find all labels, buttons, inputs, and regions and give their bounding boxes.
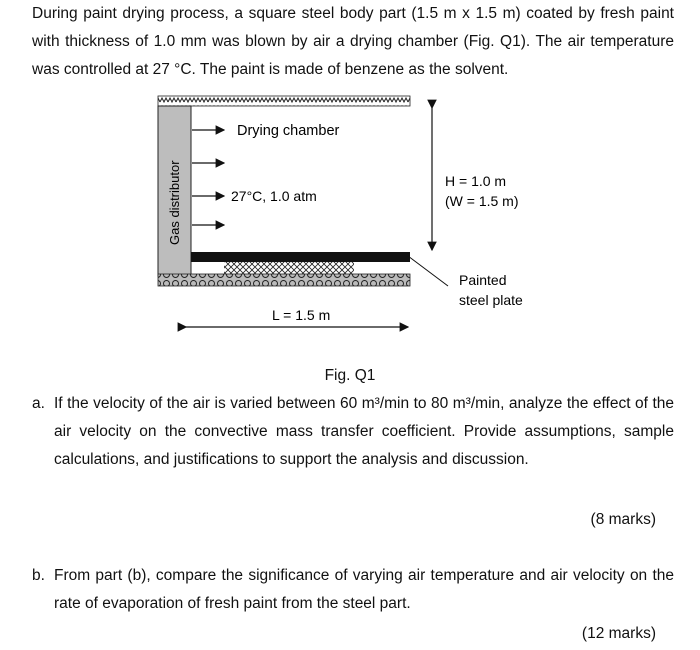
paint-layer [224, 262, 354, 274]
length-label: L = 1.5 m [272, 307, 331, 323]
question-b-label: b. [32, 567, 45, 584]
question-a-marks: (8 marks) [590, 511, 656, 528]
width-label: (W = 1.5 m) [445, 193, 519, 209]
chamber-floor [158, 274, 410, 286]
question-a [32, 390, 674, 474]
plate-pointer-line [408, 256, 448, 286]
height-label: H = 1.0 m [445, 173, 507, 189]
question-a-text: If the velocity of the air is varied between 60 m³/min to 80 m³/min, analyze the effect of the air velocity on the convective mass transfer coefficient. Provide assumptions, sample calculations, and justifications to support the analysis and discussion. [54, 395, 674, 468]
chamber-label: Drying chamber [237, 123, 340, 139]
question-b-marks: (12 marks) [581, 625, 656, 642]
figure-caption: Fig. Q1 [324, 367, 376, 384]
question-b-text: From part (b), compare the significance of varying air temperature and air velocity on the rate of evaporation of fresh paint from the steel part. [54, 567, 674, 612]
intro-paragraph: During paint drying process, a square steel body part (1.5 m x 1.5 m) coated by fresh paint with thickness of 1.0 mm was blown by air a drying chamber (Fig. Q1). The air temperature was controlled at 27 °C. The paint is made of benzene as the solvent. [32, 5, 674, 78]
steel-plate [191, 252, 410, 262]
air-flow-arrows [192, 130, 224, 225]
plate-label-line2: steel plate [459, 292, 523, 308]
conditions-label: 27°C, 1.0 atm [231, 188, 317, 204]
question-b [32, 562, 674, 618]
question-a-label: a. [32, 395, 45, 412]
plate-label-line1: Painted [459, 272, 507, 288]
chamber-ceiling [158, 96, 410, 106]
gas-distributor-label: Gas distributor [167, 160, 182, 245]
